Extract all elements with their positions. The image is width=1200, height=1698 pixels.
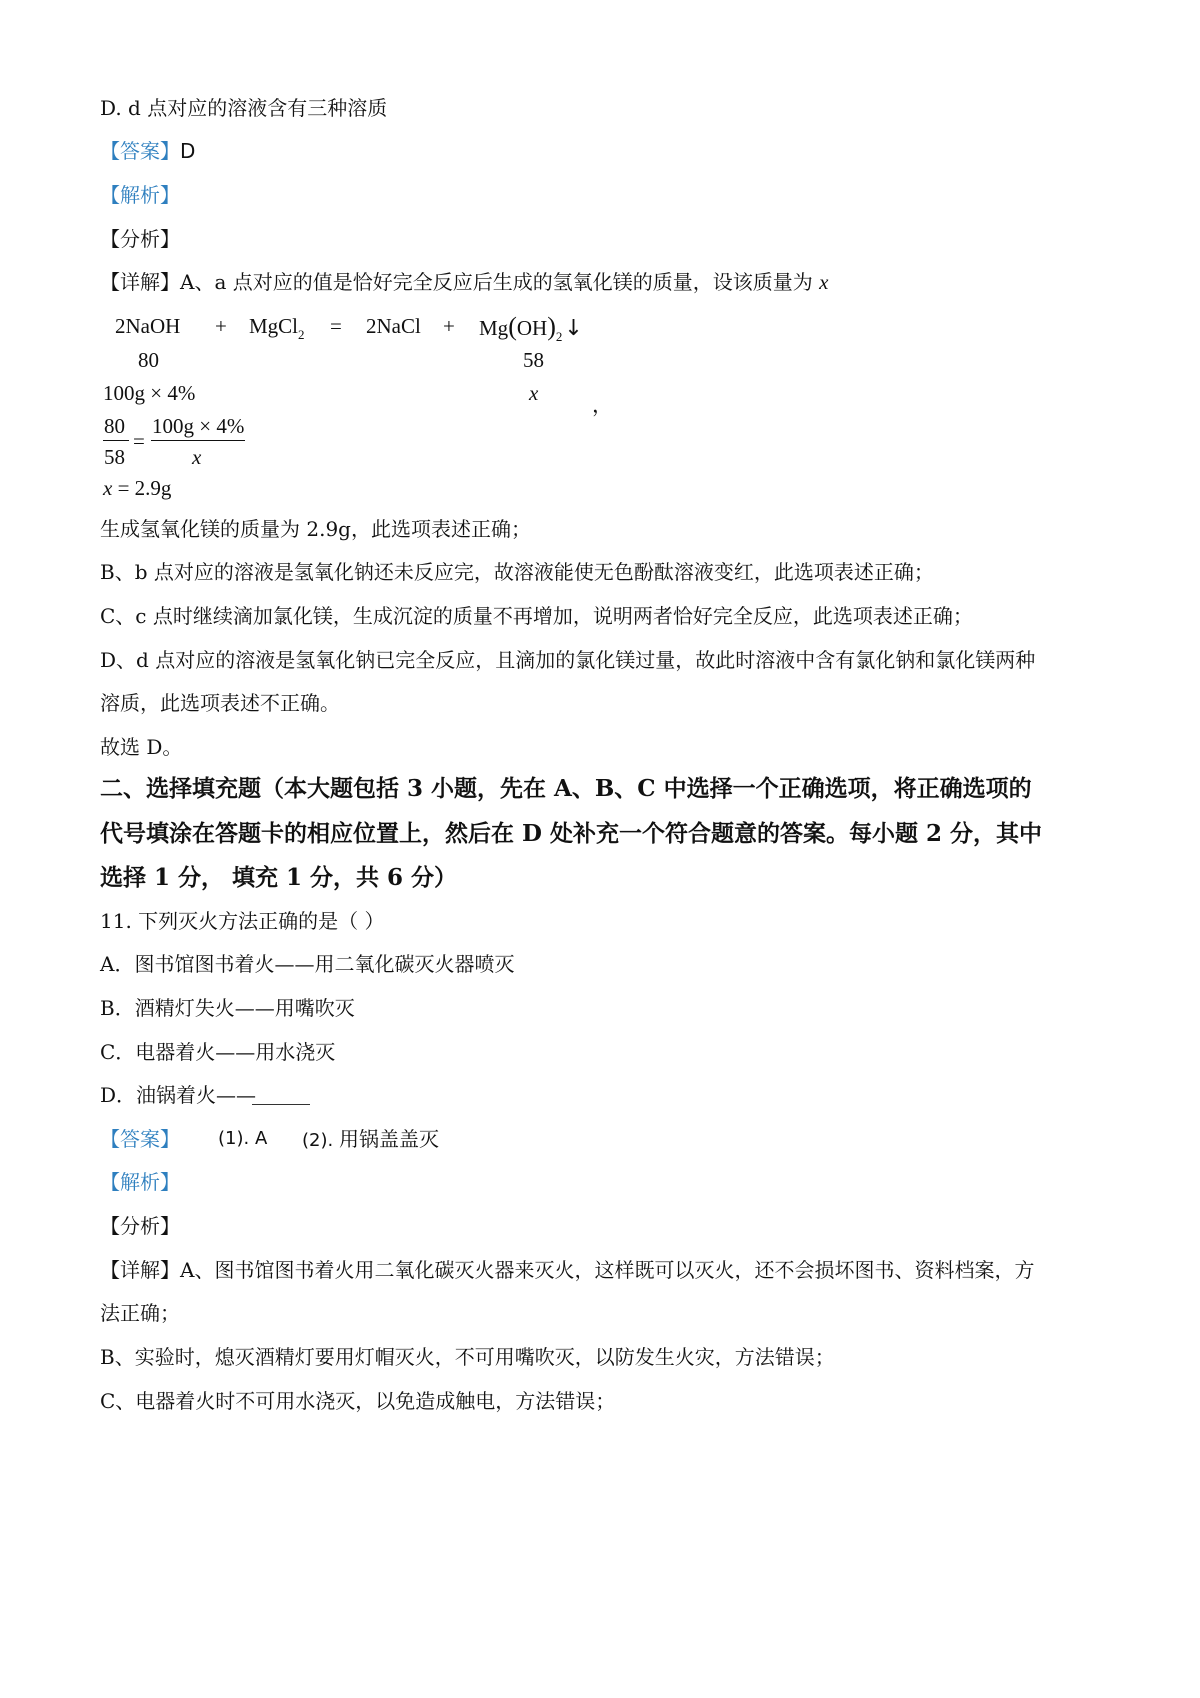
reactant-mgcl2: MgCl$_2$ (249, 314, 305, 342)
body-line-1: 生成氢氧化镁的质量为 2.9g，此选项表述正确； (100, 517, 531, 541)
body-line-6: 故选 D。 (100, 735, 183, 759)
section-heading-line-2: 代号填涂在答题卡的相应位置上，然后在 D 处补充一个符合题意的答案。每小题 2 分，其中 (100, 820, 1042, 847)
question-11-fenxi: 【分析】 (100, 1214, 180, 1238)
plus-sign-2: + (443, 314, 455, 338)
down-arrow-icon: ↓ (564, 316, 583, 341)
section-heading-line-3: 选择 1 分， 填充 1 分，共 6 分） (100, 864, 458, 891)
quantity-naoh: 100g × 4% (103, 381, 196, 405)
option-d-text: D. d 点对应的溶液含有三种溶质 (100, 96, 388, 120)
answer-part-1: (1). A (218, 1128, 268, 1149)
question-11-answer (100, 1129, 180, 1149)
product-nacl: 2NaCl (366, 314, 421, 338)
question-11-detail-2: 法正确； (100, 1301, 180, 1325)
question-11-detail-1: 【详解】A、图书馆图书着火用二氧化碳灭火器来灭火，这样既可以灭火，还不会损坏图书、资料档案，方 (100, 1258, 1035, 1282)
section-heading-line-1: 二、选择填充题（本大题包括 3 小题，先在 A、B、C 中选择一个正确选项，将正确选项的 (100, 775, 1032, 802)
question-11-option-b: B．酒精灯失火——用嘴吹灭 (100, 996, 355, 1020)
question-11-detail-4: C、电器着火时不可用水浇灭，以免造成触电，方法错误； (100, 1389, 616, 1413)
body-line-5: 溶质，此选项表述不正确。 (100, 691, 340, 715)
detail-line (100, 272, 828, 293)
question-11-stem: 11. 下列灭火方法正确的是（ ） (100, 909, 385, 933)
answer-label: 【答案】 (100, 139, 180, 163)
comma: ， (592, 393, 613, 417)
question-11-detail-3: B、实验时，熄灭酒精灯要用灯帽灭火，不可用嘴吹灭，以防发生火灾，方法错误； (100, 1345, 835, 1369)
fraction-left-bar (103, 440, 129, 441)
reactant-naoh: 2NaOH (115, 314, 181, 338)
equals-sign: = (330, 314, 342, 338)
quantity-x: x (529, 381, 539, 405)
product-mgoh2: $Mg(OH)_2↓$ (479, 312, 583, 344)
answer-value: D (180, 139, 196, 163)
fenxi-label: 【分析】 (100, 227, 180, 251)
fraction-equals: = (133, 429, 145, 453)
detail-text: 【详解】A、a 点对应的值是恰好完全反应后生成的氢氧化镁的质量，设该质量为 (100, 270, 820, 294)
fraction-right-bar (151, 440, 245, 441)
answer-part-2: (2). 用锅盖盖灭 (302, 1127, 439, 1151)
molar-mass-naoh: 80 (138, 348, 159, 372)
answer-label: 【答案】 (100, 1127, 180, 1151)
molar-mass-mgoh2: 58 (523, 348, 544, 372)
body-line-4: D、d 点对应的溶液是氢氧化钠已完全反应，且滴加的氯化镁过量，故此时溶液中含有氯化钠和氯化镁两种 (100, 648, 1036, 672)
question-11-option-c: C．电器着火——用水浇灭 (100, 1040, 336, 1064)
body-line-3: C、c 点时继续滴加氯化镁，生成沉淀的质量不再增加，说明两者恰好完全反应，此选项表述正确； (100, 604, 973, 628)
equation-result: x = 2.9g (103, 476, 172, 500)
fraction-left-numerator: 80 (104, 414, 125, 438)
variable-x: x (819, 270, 829, 294)
analysis-label: 【解析】 (100, 183, 180, 207)
fraction-left-denominator: 58 (104, 445, 125, 469)
fraction-right-numerator: 100g × 4% (152, 414, 245, 438)
question-11-analysis-label: 【解析】 (100, 1170, 180, 1194)
body-line-2: B、b 点对应的溶液是氢氧化钠还未反应完，故溶液能使无色酚酞溶液变红，此选项表述正确； (100, 560, 934, 584)
question-11-option-d: D．油锅着火—— (100, 1083, 257, 1107)
fraction-right-denominator: x (192, 445, 202, 469)
question-11-option-a: A．图书馆图书着火——用二氧化碳灭火器喷灭 (100, 952, 515, 976)
answer-line (100, 141, 195, 161)
fill-blank-line (252, 1104, 310, 1105)
plus-sign: + (215, 314, 227, 338)
